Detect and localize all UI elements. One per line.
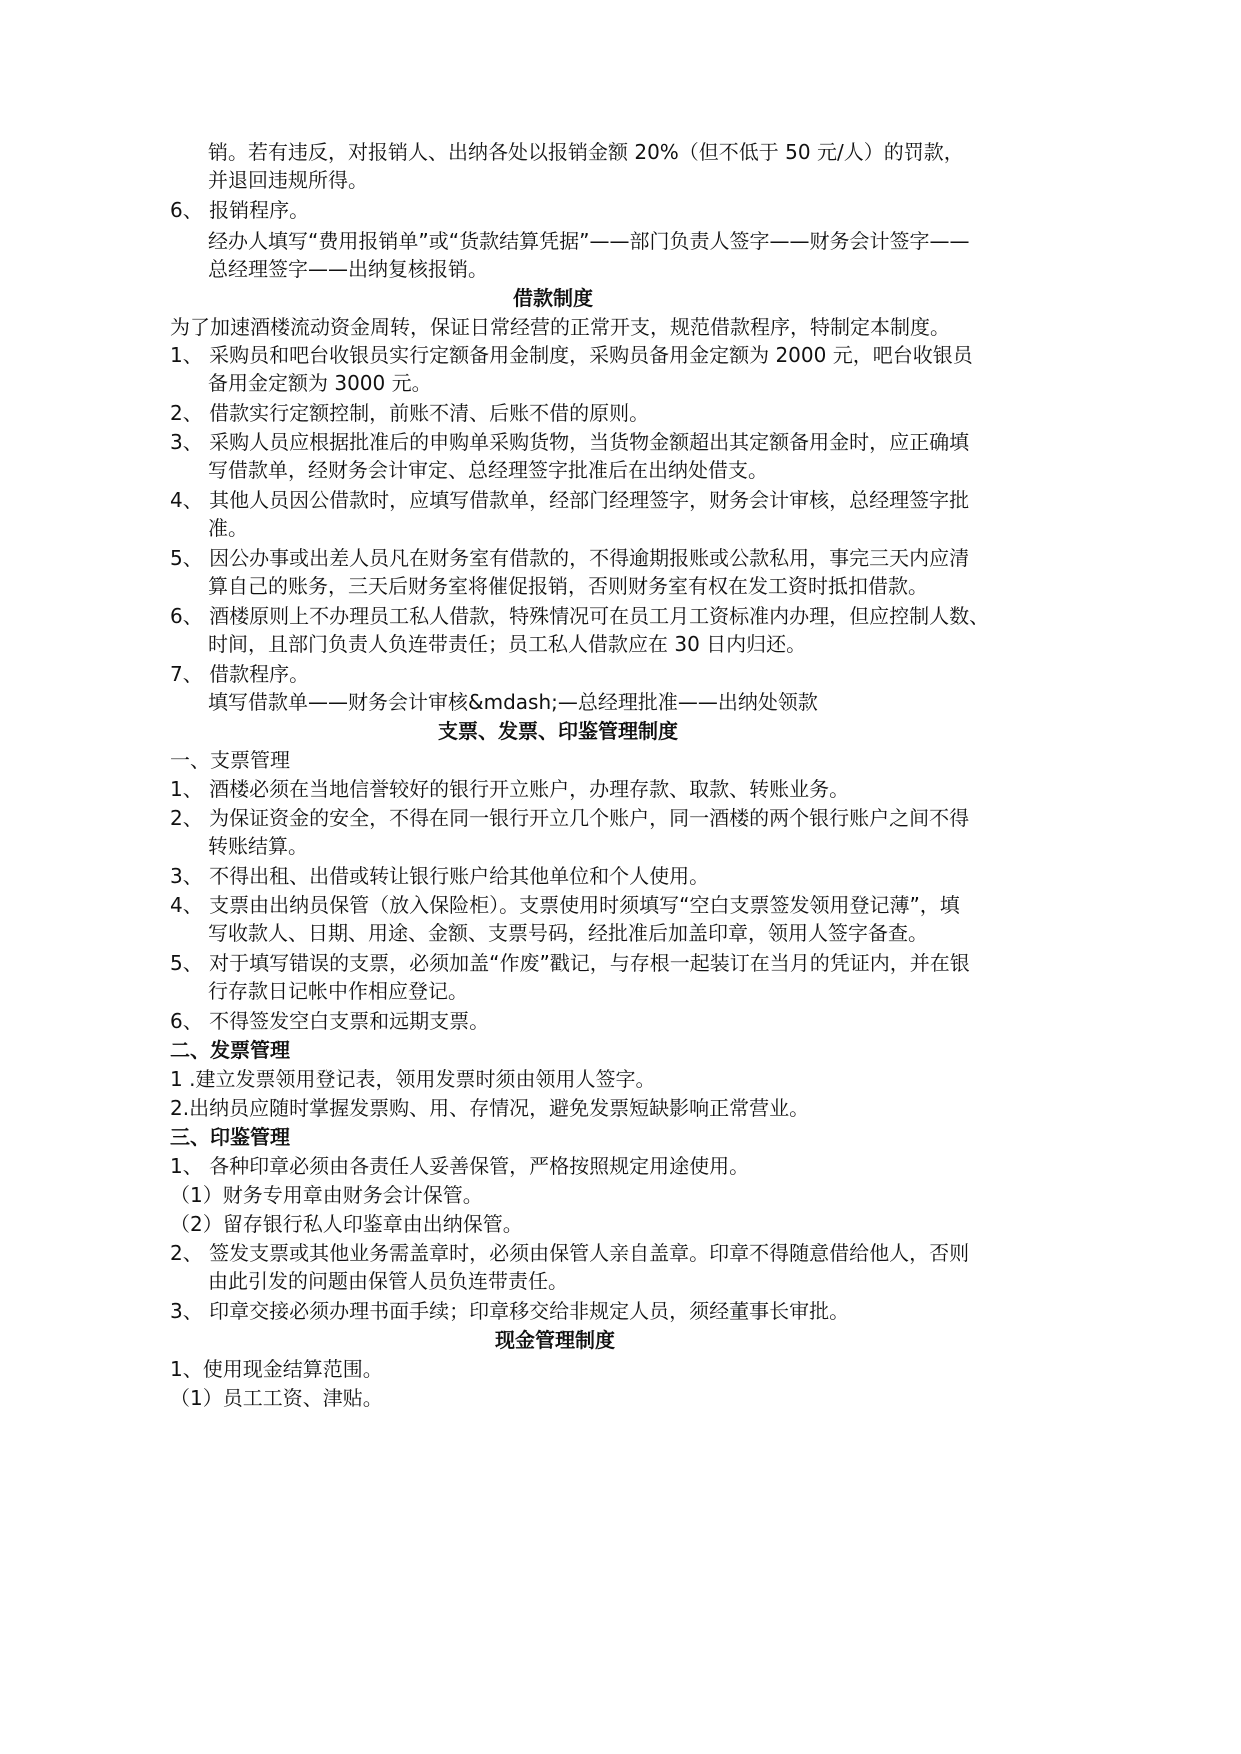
list-item: 3、 不得出租、出借或转让银行账户给其他单位和个人使用。 bbox=[170, 864, 710, 888]
list-item: 1、 酒楼必须在当地信誉较好的银行开立账户，办理存款、取款、转账业务。 bbox=[170, 777, 850, 801]
text-line: 备用金定额为 3000 元。 bbox=[208, 371, 432, 395]
text-line: 写收款人、日期、用途、金额、支票号码，经批准后加盖印章，领用人签字备查。 bbox=[208, 921, 928, 945]
text-line: 时间，且部门负责人负连带责任；员工私人借款应在 30 日内归还。 bbox=[208, 632, 807, 656]
list-item: 1、 各种印章必须由各责任人妥善保管，严格按照规定用途使用。 bbox=[170, 1154, 750, 1178]
text-line: 填写借款单——财务会计审核&mdash;—总经理批准——出纳处领款 bbox=[208, 690, 818, 714]
list-item: 2、 借款实行定额控制，前账不清、后账不借的原则。 bbox=[170, 401, 650, 425]
list-item: 2、 为保证资金的安全，不得在同一银行开立几个账户，同一酒楼的两个银行账户之间不得 bbox=[170, 806, 970, 830]
section-title: 现金管理制度 bbox=[495, 1328, 615, 1352]
list-item: 1、 采购员和吧台收银员实行定额备用金制度，采购员备用金定额为 2000 元，吧台收银员 bbox=[170, 343, 973, 367]
text-line: 总经理签字——出纳复核报销。 bbox=[208, 257, 488, 281]
text-line: 写借款单，经财务会计审定、总经理签字批准后在出纳处借支。 bbox=[208, 458, 768, 482]
text-line: 转账结算。 bbox=[208, 834, 308, 858]
section-title: 支票、发票、印鉴管理制度 bbox=[438, 719, 678, 743]
text-line: 行存款日记帐中作相应登记。 bbox=[208, 979, 468, 1003]
list-item: 1 .建立发票领用登记表，领用发票时须由领用人签字。 bbox=[170, 1067, 656, 1091]
text-line: 经办人填写“费用报销单”或“货款结算凭据”——部门负责人签字——财务会计签字—— bbox=[208, 229, 970, 253]
list-item: 6、 酒楼原则上不办理员工私人借款，特殊情况可在员工月工资标准内办理，但应控制人数、 bbox=[170, 604, 990, 628]
list-item: 6、 不得签发空白支票和远期支票。 bbox=[170, 1009, 490, 1033]
text-line: 准。 bbox=[208, 516, 248, 540]
list-item: 2.出纳员应随时掌握发票购、用、存情况，避免发票短缺影响正常营业。 bbox=[170, 1096, 810, 1120]
list-item: 1、使用现金结算范围。 bbox=[170, 1357, 383, 1381]
section-title: 借款制度 bbox=[513, 286, 593, 310]
list-item: 6、 报销程序。 bbox=[170, 198, 310, 222]
list-item: 5、 因公办事或出差人员凡在财务室有借款的，不得逾期报账或公款私用，事完三天内应清 bbox=[170, 546, 970, 570]
list-item: 4、 其他人员因公借款时，应填写借款单，经部门经理签字，财务会计审核，总经理签字批 bbox=[170, 488, 970, 512]
list-item: 7、 借款程序。 bbox=[170, 662, 310, 686]
list-item: 3、 采购人员应根据批准后的申购单采购货物，当货物金额超出其定额备用金时，应正确填 bbox=[170, 430, 970, 454]
list-item: 5、 对于填写错误的支票，必须加盖“作废”戳记，与存根一起装订在当月的凭证内，并在银 bbox=[170, 951, 970, 975]
sub-list-item: （2）留存银行私人印鉴章由出纳保管。 bbox=[170, 1212, 523, 1236]
subsection-heading: 三、印鉴管理 bbox=[170, 1125, 290, 1149]
sub-list-item: （1）员工工资、津贴。 bbox=[170, 1386, 383, 1410]
text-line: 为了加速酒楼流动资金周转，保证日常经营的正常开支，规范借款程序，特制定本制度。 bbox=[170, 315, 950, 339]
list-item: 4、 支票由出纳员保管（放入保险柜）。支票使用时须填写“空白支票签发领用登记薄”，填 bbox=[170, 893, 960, 917]
text-line: 由此引发的问题由保管人员负连带责任。 bbox=[208, 1269, 568, 1293]
text-line: 并退回违规所得。 bbox=[208, 168, 368, 192]
sub-list-item: （1）财务专用章由财务会计保管。 bbox=[170, 1183, 483, 1207]
subsection-heading: 一、支票管理 bbox=[170, 748, 290, 772]
text-line: 算自己的账务，三天后财务室将催促报销，否则财务室有权在发工资时抵扣借款。 bbox=[208, 574, 928, 598]
text-line: 销。若有违反，对报销人、出纳各处以报销金额 20%（但不低于 50 元/人）的罚款， bbox=[208, 140, 964, 164]
subsection-heading: 二、发票管理 bbox=[170, 1038, 290, 1062]
list-item: 3、 印章交接必须办理书面手续；印章移交给非规定人员，须经董事长审批。 bbox=[170, 1299, 850, 1323]
list-item: 2、 签发支票或其他业务需盖章时，必须由保管人亲自盖章。印章不得随意借给他人，否则 bbox=[170, 1241, 970, 1265]
